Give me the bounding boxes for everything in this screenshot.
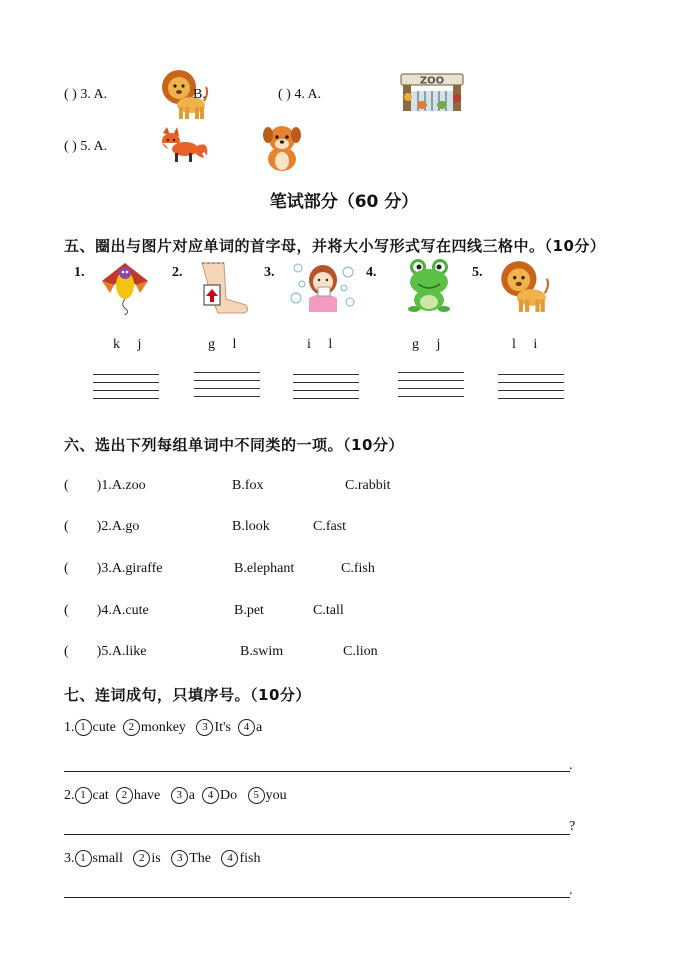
question-number: 1. <box>64 720 75 735</box>
fox-picture <box>159 127 209 163</box>
section-6-row-option-c: C.rabbit <box>345 478 391 493</box>
section-6-row-option-c: C.lion <box>343 644 378 659</box>
section-5-item-number: 3. <box>264 265 275 280</box>
four-line-grid-2[interactable] <box>194 372 260 404</box>
section-6-row-option-c: C.tall <box>313 603 344 618</box>
choices-item-3: i l <box>307 337 333 352</box>
end-punctuation: . <box>569 758 573 773</box>
section-5-item-number: 1. <box>74 265 85 280</box>
end-punctuation: . <box>569 883 573 898</box>
frog-picture <box>406 258 452 312</box>
answer-line-1[interactable] <box>64 771 570 772</box>
ill-girl-picture <box>290 258 356 314</box>
section-5-item-number: 5. <box>472 265 483 280</box>
circled-number: 1 <box>75 787 92 804</box>
sentence-question-3 <box>64 850 260 867</box>
circled-number: 4 <box>238 719 255 736</box>
sentence-question-2 <box>64 787 287 804</box>
choices-item-1: k j <box>113 337 142 352</box>
four-line-grid-4[interactable] <box>398 372 464 404</box>
word: a <box>255 720 263 735</box>
circled-number: 2 <box>133 850 150 867</box>
word: monkey <box>140 720 186 735</box>
answer-line-2[interactable] <box>64 834 570 835</box>
circled-number: 1 <box>75 850 92 867</box>
section-6-row-option-b: B.pet <box>234 603 264 618</box>
section-6-row-option-a: ( )5.A.like <box>64 644 147 659</box>
word: fish <box>239 851 261 866</box>
section-6-row-option-a: ( )4.A.cute <box>64 603 149 618</box>
circled-number: 3 <box>171 787 188 804</box>
section-6-row-option-a: ( )1.A.zoo <box>64 478 146 493</box>
zoo-gate-picture <box>400 71 464 113</box>
section-6-title: 六、选出下列每组单词中不同类的一项。（10分） <box>64 436 404 454</box>
word: The <box>189 851 211 866</box>
question-3-label: ( ) 3. A. <box>64 87 108 102</box>
lion-picture-section5 <box>496 258 550 314</box>
four-line-grid-5[interactable] <box>498 374 564 406</box>
section-6-row-option-c: C.fast <box>313 519 347 534</box>
kite-picture <box>100 259 150 315</box>
word: cute <box>92 720 116 735</box>
word: small <box>92 851 123 866</box>
question-4-label: ( ) 4. A. <box>278 87 322 102</box>
circled-number: 4 <box>202 787 219 804</box>
section-6-row-option-a: ( )3.A.giraffe <box>64 561 163 576</box>
circled-number: 3 <box>171 850 188 867</box>
zoo-sign-text: ZOO <box>419 75 445 87</box>
section-5-item-number: 4. <box>366 265 377 280</box>
sentence-question-1 <box>64 719 262 736</box>
section-5-title: 五、圈出与图片对应单词的首字母，并将大小写形式写在四线三格中。（10分） <box>64 237 606 255</box>
dog-picture <box>262 123 302 171</box>
leg-picture <box>196 259 252 317</box>
circled-number: 5 <box>248 787 265 804</box>
answer-line-3[interactable] <box>64 897 570 898</box>
four-line-grid-3[interactable] <box>293 374 359 406</box>
circled-number: 3 <box>196 719 213 736</box>
section-6-row-option-c: C.fish <box>341 561 375 576</box>
word: a <box>188 788 195 803</box>
end-punctuation: ? <box>569 819 576 834</box>
word: you <box>265 788 287 803</box>
section-6-row-option-b: B.elephant <box>234 561 295 576</box>
circled-number: 2 <box>123 719 140 736</box>
word: have <box>133 788 161 803</box>
question-number: 3. <box>64 851 75 866</box>
choices-item-5: l i <box>512 337 538 352</box>
section-6-row-option-a: ( )2.A.go <box>64 519 140 534</box>
word: It's <box>214 720 231 735</box>
word: is <box>151 851 161 866</box>
word: cat <box>92 788 109 803</box>
question-number: 2. <box>64 788 75 803</box>
section-6-row-option-b: B.swim <box>240 644 284 659</box>
choices-item-4: g j <box>412 337 441 352</box>
circled-number: 2 <box>116 787 133 804</box>
section-6-row-option-b: B.fox <box>232 478 264 493</box>
question-5-label: ( ) 5. A. <box>64 139 108 154</box>
section-5-item-number: 2. <box>172 265 183 280</box>
section-6-row-option-b: B.look <box>232 519 270 534</box>
written-part-title: 笔试部分（60 分） <box>269 192 419 212</box>
circled-number: 4 <box>221 850 238 867</box>
four-line-grid-1[interactable] <box>93 374 159 406</box>
choices-item-2: g l <box>208 337 237 352</box>
circled-number: 1 <box>75 719 92 736</box>
word: Do <box>219 788 238 803</box>
option-b-label: B. <box>193 87 206 102</box>
section-7-title: 七、连词成句，只填序号。（10分） <box>64 686 311 704</box>
